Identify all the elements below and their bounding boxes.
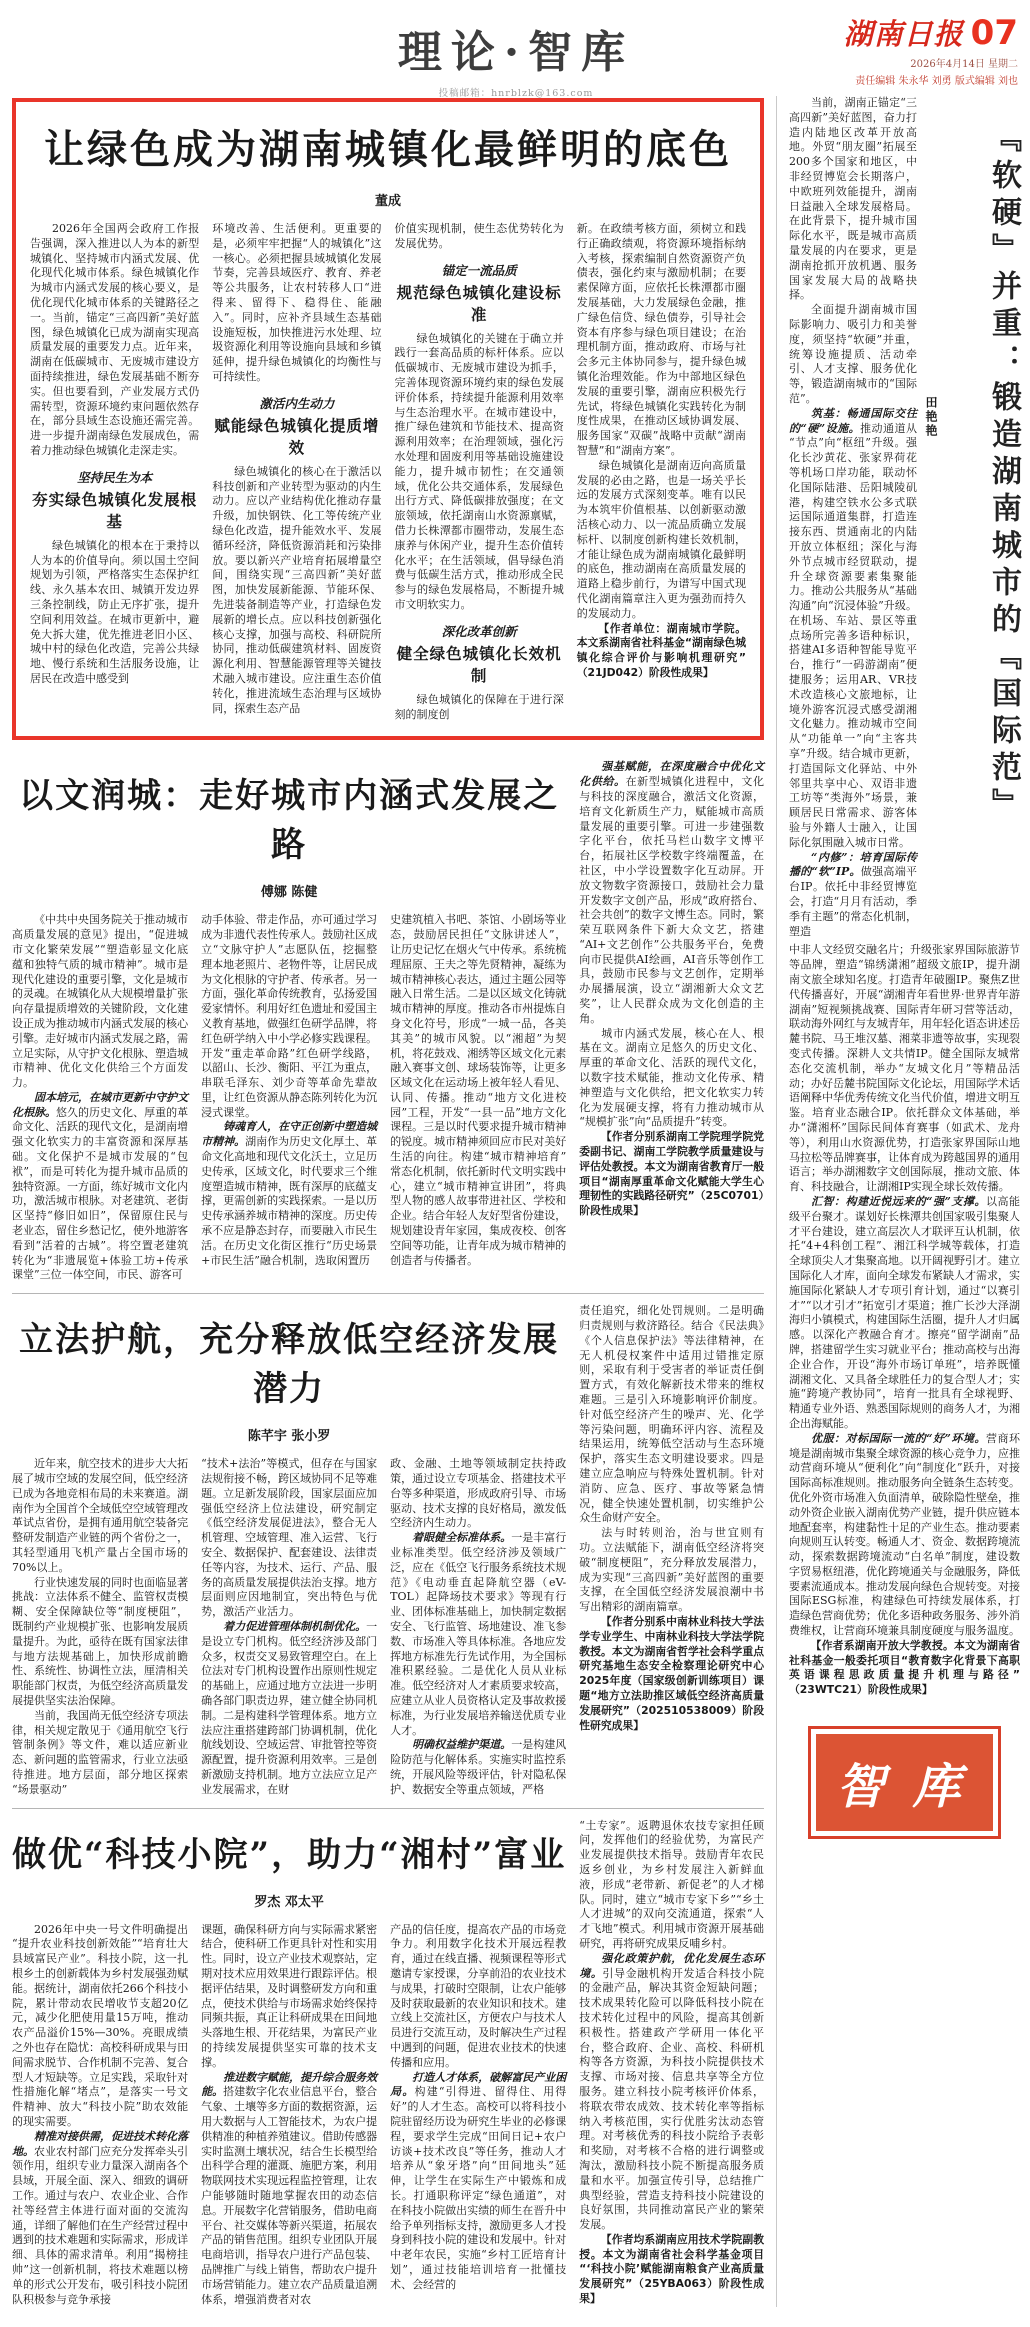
run-in-heading: 筑基：畅通国际交往的“硬”设施。 bbox=[789, 406, 917, 435]
paragraph: 行业快速发展的同时也面临显著挑战：立法体系不健全、监管权责模糊、安全保障缺位等“制度梗阻”，既制约产业规模扩张、也影响发展质量提升。为此，亟待在既有国家法律与地方法规基础上，加快形成前瞻性、系统性、协调性立法，厘清相关职能部门权责，为低空经济高质量发展提供坚实法治保障。 bbox=[12, 1575, 189, 1707]
sidebar-narrow-column bbox=[789, 96, 917, 939]
paragraph: 强基赋能，在深度融合中优化文化供给。在新型城镇化进程中，文化与科技的深度融合，激活文化资源，培育文化新质生产力，赋能城市高质量发展的重要引擎。可进一步建强数字化平台，依托马栏山数字文博平台，拓展社区学校数字终端覆盖，在社区，中小学设置数字化互动屏。开放文物数字资源接口，鼓励社会力量开发数字文创产品，形成“政府搭台、社会共创”的数字文博生态。同时，繁荣互联网条件下新大众文艺，搭建“AI+文艺创作”公共服务平台，免费向市民提供AI绘画，AI音乐等创作工具，鼓励市民参与文艺创作，定期举办展播展演，设立“湖湘新大众文艺奖”，让人民群众成为文化创造的主角。 bbox=[579, 760, 765, 1025]
thinktank-stamp-text: 智库 bbox=[816, 1734, 992, 1831]
run-in-heading: 固本培元，在城市更新中守护文化根脉。 bbox=[12, 1090, 189, 1119]
paragraph: 着力促进管理体制机制优化。一是设立专门机构。低空经济涉及部门众多，权责交叉易致管理空白。在上位法对专门机构设置作出原则性规定的基础上，应通过地方立法进一步明确各部门职责边界，建立健全协同机制。二是构建科学管理体系。地方立法应注重搭建跨部门协调机制，优化航线划设、空域运营、审批管控等资源配置，提升资源利用效率。三是创新激励支持机制。地方立法应立足产业发展需求，在财 bbox=[201, 1620, 378, 1796]
article-authors: 罗杰 邓太平 bbox=[254, 1894, 324, 1910]
run-in-heading: 推进数字赋能，提升综合服务效能。 bbox=[201, 2070, 378, 2099]
article-column bbox=[12, 913, 188, 1283]
article-side-column bbox=[579, 760, 764, 1283]
page-number: 07 bbox=[970, 13, 1018, 53]
run-in-heading: 着力促进管理体制机制优化。 bbox=[223, 1620, 367, 1634]
paragraph: 明确权益维护渠道。一是构建风险防范与化解体系。实施实时监控系统，开展风险等级评估，针对隐私保护、数据安全等重点领域，严格 bbox=[390, 1738, 567, 1796]
sidebar-article-title: 『软硬』并重：锻造湖南城市的『国际范』 bbox=[986, 122, 1021, 825]
article-column bbox=[201, 1923, 377, 2308]
article-column bbox=[201, 913, 377, 1283]
author-attribution: 【作者分别系湖南工学院理学院党委副书记、湖南工学院教学质量建设与评估处教授。本文为湖南省教育厅一般项目“湖南厚重革命文化赋能大学生心理韧性的实践路径研究”（25C0701）阶段性成果】 bbox=[579, 1130, 764, 1218]
paragraph: 推进数字赋能，提升综合服务效能。搭建数字化农业信息平台，整合气象、土壤等多方面的数据资源，运用大数据与人工智能技术，为农户提供精准的种植养殖建议。借助传感器实时监测土壤状况，结合生长模型给出科学合理的灌溉、施肥方案，利用物联网技术实现远程监控管理，让农户能够随时随地掌握农田的动态信息。开展数字化营销服务，借助电商平台、社交媒体等新兴渠道，拓展农产品的销售范围。组织专业团队开展电商培训，指导农户进行产品包装、品牌推广与线上销售，帮助农户提升市场营销能力。建立农产品质量追溯体系，增强消费者对农 bbox=[201, 2070, 378, 2306]
run-in-heading: “内修”：培育国际传播的“软”IP。 bbox=[789, 850, 917, 879]
subheading: 激活内生动力 bbox=[259, 395, 335, 411]
run-in-heading: 汇智：构建近悦远来的“强”支撑。 bbox=[811, 1194, 986, 1208]
paragraph: 绿色城镇化的根本在于秉持以人为本的价值导向。须以国土空间规划为引领，严格落实生态保护红线、永久基本农田、城镇开发边界三条控制线，防止无序扩张，提升空间利用效益。在城市更新中，避免大拆大建，优先推进老旧小区、城中村的绿色化改造，完善公共绿地、慢行系统和生活服务设施，让居民在改造中感受到 bbox=[30, 538, 200, 685]
paragraph: 精准对接供需，促进技术转化落地。农业农村部门应充分发挥牵头引领作用，组织专业力量深入湖南各个县域，开展全面、深入、细致的调研工作。通过与农户、农业企业、合作社等经营主体进行面对面的交流沟通，详细了解他们在生产经营过程中遇到的技术难题和实际需求，形成详细、具体的需求清单。利用“揭榜挂帅”这一创新机制，将技术难题以榜单的形式公开发布，吸引科技小院团队积极参与竞争承接 bbox=[12, 2129, 189, 2306]
article-main bbox=[12, 1819, 566, 2308]
author-attribution: 【作者单位：湖南城市学院。本文系湖南省社科基金“湖南绿色城镇化综合评价与影响机理研究”（21JD042）阶段性成果】 bbox=[576, 621, 746, 679]
paragraph: 2026年中央一号文件明确提出“提升农业科技创新效能”“培育壮大县域富民产业”。科技小院，这一扎根乡土的创新载体为乡村发展强劲赋能。据统计，湖南依托266个科技小院，累计带动农民增收节支超20亿元，减少化肥使用量15万吨，推动农产品溢价15%—30%。亮眼成绩之外也存在隐忧：高校科研成果与田间需求脱节、合作机制不完善、复合型人才短缺等。立足实践，采取针对性措施化解“堵点”，是落实一号文件精神、放大“科技小院”助农效能的现实需要。 bbox=[12, 1922, 189, 2128]
subheading: 夯实绿色城镇化发展根基 bbox=[32, 490, 198, 531]
run-in-heading: 精准对接供需，促进技术转化落地。 bbox=[12, 2129, 189, 2158]
page-header bbox=[12, 6, 1020, 99]
page-content bbox=[12, 96, 1020, 2307]
stamp-container bbox=[789, 1726, 1020, 1839]
paragraph: 着眼健全标准体系。一是丰富行业标准类型。低空经济涉及领域广泛，应在《低空飞行服务系统技术规范》《电动垂直起降航空器（eV-TOL）起降场技术要求》等现有行业、团体标准基础上，加快制定数据安全、飞行监管、场地建设、准飞参数、市场准入等具体标准。各地应发挥地方标准先行先试作用，为全国标准积累经验。二是优化人员从业标准。低空经济对人才素质要求较高，应建立从业人员资格认定及事故救援标准，为行业发展培养输送优质专业人才。 bbox=[390, 1531, 567, 1737]
paragraph: 政、金融、土地等领域制定扶持政策，通过设立专项基金、搭建技术平台等多种渠道，形成政府引导、市场驱动、技术支撑的良好格局，激发低空经济内生动力。 bbox=[390, 1457, 567, 1530]
subheading: 深化改革创新 bbox=[441, 623, 517, 639]
paragraph: 当前，我国尚无低空经济专项法律，相关规定散见于《通用航空飞行管制条例》等文件，难以适应新业态、新问题的监管需求，行业立法亟待推进。地方层面，部分地区探索“场景驱动” bbox=[12, 1708, 189, 1796]
article-column bbox=[395, 222, 564, 722]
paragraph: 绿色城镇化的核心在于激活以科技创新和产业转型为驱动的内生动力。应以产业结构优化推动存量升级，加快钢铁、化工等传统产业绿色化改造，提升能效水平、发展循环经济，降低资源消耗和污染排放。要以新兴产业培育拓展增量空间，围绕实现“三高四新”美好蓝图，加快发展新能源、节能环保、先进装备制造等产业，打造绿色发展新的增长点。应以科技创新强化核心支撑，加强与高校、科研院所协同，推动低碳建筑材料、固废资源化利用、智慧能源管理等关键技术融入城市建设。应注重生态价值转化，推进流域生态治理与区域协同，探索生态产品 bbox=[212, 464, 382, 715]
article-column bbox=[212, 222, 381, 722]
author-attribution: 【作者分别系中南林业科技大学法学专业学生、中南林业科技大学法学院教授。本文为湖南省哲学社会科学重点研究基地生态安全检察理论研究中心2025年度（国家级创新训练项目）课题“地方立法助推区域低空经济高质量发展研究”（202510538009）阶段性研究成果】 bbox=[579, 1614, 764, 1732]
paper-name: 湖南日报 bbox=[843, 17, 964, 51]
editors-line: 责任编辑 朱永华 刘勇 版式编辑 刘也 bbox=[855, 76, 1018, 87]
date-line: 2026年4月14日 星期二 bbox=[910, 59, 1018, 70]
main-column bbox=[12, 96, 764, 2307]
lead-article-title: 让绿色成为湖南城镇化最鲜明的底色 bbox=[44, 126, 732, 173]
paragraph: 课题，确保科研方向与实际需求紧密结合，使科研工作更具针对性和实用性。同时，设立产业技术观察站，定期对技术应用效果进行跟踪评估。根据评估结果，及时调整研发方向和重点，使技术供给与市场需求始终保持同频共振，真正让科研成果在田间地头落地生根、开花结果，为富民产业的持续发展提供坚实可靠的技术支撑。 bbox=[201, 1922, 378, 2069]
lead-article-body bbox=[30, 222, 746, 722]
article-column bbox=[390, 913, 566, 1283]
run-in-heading: 强基赋能，在深度融合中优化文化供给。 bbox=[579, 760, 764, 789]
run-in-heading: 强化政策护航，优化发展生态环境。 bbox=[579, 1951, 764, 1980]
paragraph: 绿色城镇化是湖南迈向高质量发展的必由之路，也是一场关乎长远的发展方式深刻变革。唯有以民为本筑牢价值根基、以创新驱动激活核心动力、以一流品质确立发展标杆、以制度创新构建长效机制，才能让绿色成为湖南城镇化最鲜明的底色，推动湖南在高质量发展的道路上稳步前行，为谱写中国式现代化湖南篇章注入更为强劲而持久的发展动力。 bbox=[576, 458, 746, 620]
subheading: 赋能绿色城镇化提质增效 bbox=[214, 416, 380, 457]
paragraph: 当前，湖南正锚定“三高四新”美好蓝图，奋力打造内陆地区改革开放高地。外贸“朋友圈”拓展至200多个国家和地区，中非经贸博览会长期落户，中欧班列效能提升，湖南日益融入全球发展格局。在此背景下，提升城市国际化水平，既是城市高质量发展的内在要求，更是湖南抢抓开放机遇、服务国家发展大局的战略抉择。 bbox=[789, 96, 917, 302]
article-column bbox=[577, 222, 746, 722]
paragraph: 《中共中央国务院关于推动城市高质量发展的意见》提出，“促进城市文化繁荣发展”“塑造彰显文化底蕴和独特气质的城市精神”。城市是现代化建设的重要引擎，文化是城市的灵魂。在城镇化从大规模增量扩张向存量提质增效的关键阶段，文化建设正成为推动城市内涵式发展的核心引擎。走好城市内涵式发展之路，需立足实际，从守护文化根脉、塑造城市精神、优化文化供给三个方面发力。 bbox=[12, 913, 189, 1090]
paragraph: 汇智：构建近悦远来的“强”支撑。以高能级平台聚才。谋划好长株潭共创国家吸引集聚人才平台建设，建立高层次人才联评互认机制，依托“4+4科创工程”、湘江科学城等载体，打造全球顶尖人才集聚高地。以开阔视野引才。建立国际化人才库，面向全球发布紧缺人才需求，实施国际化紧缺人才专项引育计划，通过“以赛引才”“以才引才”拓宽引才渠道；推广长沙大泽湖海归小镇模式，构建国际生活圈，提升人才归属感。以深化产教融合育才。擦亮“留学湖南”品牌，搭建留学生实习就业平台；推动高校与出海企业合作，开设“海外市场订单班”，培养既懂湖湘文化、又具备全球胜任力的复合型人才；实施“跨境产教协同”，培育一批具有全球视野、精通专业外语、熟悉国际规则的商务人才，为湘企出海赋能。 bbox=[789, 1194, 1021, 1430]
article-science-courtyard bbox=[12, 1808, 764, 2308]
paragraph: 史建筑植入书吧、茶馆、小剧场等业态，鼓励居民担任“文脉讲述人”，让历史记忆在烟火气中传承。系统梳理屈原、王夫之等先贤精神，凝练为城市精神核心表达，通过主题公园等融入日常生活。二是以区域文化铸就城市精神的厚度。推动各市州提炼自身文化符号，形成“一城一品，各美其美”的城市风貌。以“湘超”为契机，将花鼓戏、湘绣等区域文化元素融入赛事文创、球场装饰等，让更多区域文化在运动场上被年轻人看见、认同、传播。推动“地方文化进校园”工程，开发“一县一品”地方文化课程。三是以时代要求提升城市精神的锐度。城市精神须回应市民对美好生活的向往。构建“城市精神培育”常态化机制，依托新时代文明实践中心，建立“城市精神宣讲团”，将典型人物的感人故事带进社区、学校和企业。结合年轻人友好型省份建设，规划建设青年家园，集成夜校、创客空间等功能，让青年成为城市精神的创造者与传播者。 bbox=[390, 913, 567, 1267]
brand-line bbox=[788, 12, 1018, 53]
article-title: 做优“科技小院”，助力“湘村”富业 bbox=[12, 1834, 567, 1875]
paragraph: 环境改善、生活便利。更重要的是，必须牢牢把握“人的城镇化”这一核心。必须把握县域城镇化发展节奏，完善县域医疗、教育、养老等公共服务，让农村转移人口“进得来、留得下、稳得住、能融入”。同时，应补齐县域生态基础设施短板，加快推进污水处理、垃圾资源化利用等设施向县域和乡镇延伸，提升绿色城镇化的均衡性与可持续性。 bbox=[212, 222, 382, 383]
paragraph: 责任追究，细化处罚规则。二是明确归责规则与救济路径。结合《民法典》《个人信息保护法》等法律精神，在无人机侵权案件中适用过错推定原则，采取有利于受害者的举证责任倒置方式，有效化解新技术带来的维权难题。三是引入环境影响评价制度。针对低空经济产生的噪声、光、化学等污染问题，明确环评内容、流程及结果运用，统筹低空活动与生态环境保护，落实生态文明建设要求。四是建立应急响应与特殊处置机制。针对消防、应急、医疗、事故等紧急情况，健全快速处置机制，切实维护公众生命财产安全。 bbox=[579, 1304, 764, 1525]
run-in-heading: 明确权益维护渠道。 bbox=[412, 1738, 512, 1752]
paragraph: 城市内涵式发展，核心在人、根基在文。湖南立足悠久的历史文化、厚重的革命文化、活跃的现代文化，以数字技术赋能，推动文化传承、精神塑造与文化供给，把文化软实力转化为发展硬支撑，将有力推动城市从“规模扩张”向“品质提升”转变。 bbox=[579, 1026, 764, 1129]
paragraph: 动手体验、带走作品，亦可通过学习成为非遗代表性传承人。鼓励社区成立“文脉守护人”志愿队伍，挖掘整理本地老照片、老物件等，让居民成为文化根脉的守护者、传承者。另一方面，强化革命传统教育，弘扬爱国爱家情怀。利用好红色遗址和爱国主义教育基地，做强红色研学品牌，将红色研学纳入中小学必修实践课程。开发“重走革命路”红色研学线路，以韶山、长沙、衡阳、平江为重点，串联毛泽东、刘少奇等革命先辈故里，让红色资源从静态陈列转化为沉浸式课堂。 bbox=[201, 913, 378, 1119]
sidebar-article-international-city bbox=[776, 96, 1020, 2307]
article-green-urbanization bbox=[12, 98, 764, 740]
article-body bbox=[12, 1457, 566, 1797]
paragraph: 铸魂育人，在守正创新中塑造城市精神。湖南作为历史文化厚土、革命文化高地和现代文化沃土，立足历史传承，区域文化，时代要求三个维度塑造城市精神，既有深厚的底蕴支撑，更需创新的实践探索。一是以历史传承涵养城市精神的深度。历史传承不应是静态封存，而要融入市民生活。在历史文化街区推行“历史场景+市民生活”融合机制，选取闲置历 bbox=[201, 1120, 378, 1267]
subheading: 规范绿色城镇化建设标准 bbox=[396, 283, 562, 324]
article-authors: 傅娜 陈健 bbox=[260, 885, 318, 901]
author-attribution: 【作者均系湖南应用技术学院副教授。本文为湖南省社会科学基金项目“‘科技小院’赋能湖南粮食产业高质量发展研究”（25YBA063）阶段性成果】 bbox=[579, 2232, 764, 2306]
subheading: 坚持民生为本 bbox=[77, 469, 153, 485]
author-attribution: 【作者系湖南开放大学教授。本文为湖南省社科基金一般委托项目“教育数字化背景下高职英语课程思政质量提升机理与路径”（23WTC21）阶段性成果】 bbox=[789, 1638, 1020, 1697]
paragraph: 固本培元，在城市更新中守护文化根脉。悠久的历史文化、厚重的革命文化、活跃的现代文化，是湖南增强文化软实力的丰富资源和深厚基础。文化保护不是城市发展的“包袱”，而是可转化为提升城市品质的独特资源。一方面，练好城市文化内功，激活城市根脉。对老建筑、老街区坚持“修旧如旧”，保留原住民与老业态，留住乡愁记忆，使外地游客看到“活着的古城”。将空置老建筑转化为“非遗展览+体验工坊+传承课堂”三位一体空间，市民、游客可 bbox=[12, 1090, 189, 1282]
article-culture-city bbox=[12, 750, 764, 1283]
paragraph: 绿色城镇化的保障在于进行深刻的制度创 bbox=[394, 692, 564, 721]
paragraph: 全面提升湖南城市国际影响力、吸引力和美誉度，须坚持“软硬”并重，统筹设施提质、活动牵引、人才支撑、服务优化等，锻造湖南城市的“国际范”。 bbox=[789, 303, 917, 405]
subheading: 锚定一流品质 bbox=[441, 262, 517, 278]
paragraph: 2026年全国两会政府工作报告强调，深入推进以人为本的新型城镇化、坚持城市内涵式发展、优化现代化城市体系。绿色城镇化作为城市内涵式发展的核心要义，是优化现代化城市体系的关键路径之一。当前，锚定“三高四新”美好蓝图，绿色城镇化已成为湖南实现高质量发展的重要发力点。近年来，湖南在低碳城市、无废城市建设方面持续推进，绿色发展基础不断夯实。但也要看到，产业发展方式仍需转型，资源环境约束问题依然存在，部分县域生态设施还需完善。进一步提升湖南绿色发展成色，需着力推动绿色城镇化走深走实。 bbox=[30, 222, 200, 457]
article-side-column bbox=[579, 1819, 764, 2308]
paragraph: 筑基：畅通国际交往的“硬”设施。推动通道从“节点”向“枢纽”升级。强化长沙黄花、张家界荷花等机场口岸功能，联动怀化国际陆港、岳阳城陵矶港，构建空铁水公多式联运国际通道集群，打造连接东西、贯通南北的内陆开放立体枢纽；深化与海外节点城市经贸联动，提升全球资源要素集聚能力。推动公共服务从“基础沟通”向“沉浸体验”升级。在机场、车站、景区等重点场所完善多语种标识，搭建AI多语种智能导览平台，推行“一码游湖南”便捷服务；运用AR、VR技术改造核心文旅地标，让境外游客沉浸式感受湖湘文化魅力。推动城市空间从“功能单一”向“主客共享”升级。结合城市更新，打造国际文化驿站、中外邻里共享中心、双语非遗工坊等“类海外”场景，兼顾居民日常需求、游客体验与外籍人士融入，让国际化氛围融入城市日常。 bbox=[789, 406, 918, 849]
lead-article-author: 董成 bbox=[374, 194, 401, 209]
paragraph: “内修”：培育国际传播的“软”IP。做强高端平台IP。依托中非经贸博览会，打造“月月有活动，季季有主题”的常态化机制，塑造 bbox=[789, 850, 917, 938]
run-in-heading: 着眼健全标准体系。 bbox=[412, 1531, 512, 1545]
paragraph: “技术+法治”等模式，但存在与国家法规衔接不畅，跨区域协同不足等难题。立足新发展阶段，国家层面应加强低空经济上位法建设，研究制定《低空经济发展促进法》，整合无人机管理、空域管理、准入运营、飞行安全、数据保护、配套建设、法律责任等内容，为技术、运行、产品、服务的高质量发展提供法治支撑。地方层面则应因地制宜，突出特色与优势，激活产业活力。 bbox=[201, 1457, 378, 1619]
thinktank-stamp bbox=[808, 1726, 1000, 1839]
section-title: 理论·智库 bbox=[397, 27, 635, 78]
subheading: 健全绿色城镇化长效机制 bbox=[396, 644, 562, 685]
article-column bbox=[12, 1457, 188, 1797]
paragraph: 新。在政绩考核方面，须树立和践行正确政绩观，将资源环境指标纳入考核，探索编制自然资源资产负债表，强化约束与激励机制；在要素保障方面，应依托长株潭都市圈发展基础，大力发展绿色金融，推广绿色信贷、绿色债券，引导社会资本有序参与绿色项目建设；在治理机制方面，推动政府、市场与社会多元主体协同参与，提升绿色城镇化治理效能。作为中部地区绿色发展的重要引擎，湖南应积极先行先试，将绿色城镇化实践转化为制度性成果，在推动区域协调发展、服务国家“双碳”战略中贡献“湖南智慧”和“湖南方案”。 bbox=[576, 222, 746, 457]
article-side-column bbox=[579, 1304, 764, 1797]
run-in-heading: 优服：对标国际一流的“好”环境。 bbox=[811, 1431, 986, 1445]
run-in-heading: 打造人才体系，破解富民产业困局。 bbox=[390, 2070, 567, 2099]
paragraph: 打造人才体系，破解富民产业困局。构建“引得进、留得住、用得好”的人才生态。高校可以将科技小院驻留经历设为研究生毕业的必修课程，要求学生完成“田间日记+农户访谈+技术改良”等任务，推动人才培养从“象牙塔”向“田间地头”延伸，让学生在实际生产中锻炼和成长。打通职称评定“绿色通道”，对在科技小院做出实绩的师生在晋升中给予单列指标支持，激励更多人才投身到科技小院的建设和发展中。针对中老年农民，实施“乡村工匠培育计划”，通过技能培训培育一批懂技术、会经营的 bbox=[390, 2070, 567, 2291]
paragraph: 价值实现机制，使生态优势转化为发展优势。 bbox=[394, 222, 564, 250]
paragraph: 强化政策护航，优化发展生态环境。引导金融机构开发适合科技小院的金融产品，解决其资金短缺问题；技术成果转化险可以降低科技小院在技术转化过程中的风险，提高其创新积极性。搭建政产学研用一体化平台，整合政府、企业、高校、科研机构等各方资源，为科技小院提供技术支撑、市场对接、信息共享等全方位服务。建立科技小院考核评价体系，将联农带农成效、技术转化率等指标纳入考核范围，实行优胜劣汰动态管理。对考核优秀的科技小院给予表彰和奖励，对考核不合格的进行调整或淘汰，激励科技小院不断提高服务质量和水平。加强宣传引导，总结推广典型经验，营造支持科技小院建设的良好氛围，共同推动富民产业的繁荣发展。 bbox=[579, 1951, 765, 2232]
article-main bbox=[12, 1304, 566, 1797]
paragraph: 优服：对标国际一流的“好”环境。营商环境是湖南城市集聚全球资源的核心竞争力，应推动营商环境从“便利化”向“制度化”跃升，对接国际高标准规则。推动服务向全链条生态转变。优化外资市场准入负面清单，破除隐性壁垒，推动外资企业嵌入湖南优势产业链，提升供应链本地配套率，构建黏性十足的产业生态。推动要素向规则互认转变。畅通人才、资金、数据跨境流动，探索数据跨境流动“白名单”制度，建设数字贸易枢纽港，优化跨境通关与金融服务，降低要素流通成本。推动发展向绿色合规转变。对接国际ESG标准，构建绿色可持续发展体系，打造绿色营商优势；优化多语种政务服务、涉外消费维权，让营商环境兼具制度硬度与服务温度。 bbox=[789, 1431, 1021, 1638]
article-body bbox=[12, 913, 566, 1283]
sidebar-wide-section bbox=[789, 943, 1020, 1698]
paragraph: 绿色城镇化的关键在于确立并践行一套高品质的标杆体系。应以低碳城市、无废城市建设为抓手，完善体现资源环境约束的绿色发展评价体系，持续提升能源利用效率与生态治理水平。在城市建设中，推广绿色建筑和节能技术、提高资源利用效率；在治理领域，强化污水处理和固废利用等基础设施建设能力，提升城市韧性；在交通领域，优化公共交通体系，发展绿色出行方式、降低碳排放强度；在文旅领域，依托湖南山水资源禀赋，借力长株潭都市圈带动，发展生态康养与休闲产业，提升生态价值转化水平；在生活领域，倡导绿色消费与低碳生活方式，推动形成全民参与的绿色发展格局，不断提升城市文明软实力。 bbox=[394, 331, 564, 611]
article-title: 以文润城：走好城市内涵式发展之路 bbox=[19, 776, 560, 866]
article-low-altitude-economy bbox=[12, 1293, 764, 1797]
article-column bbox=[30, 222, 199, 722]
paragraph: 中非人文经贸交融名片；升级张家界国际旅游节等品牌，塑造“锦绣潇湘”超级文旅IP，提升湖南文旅全球知名度。打造青年破圈IP。聚焦Z世代传播喜好，开展“湖湘青年看世界·世界青年游湖南”短视频挑战赛、国际青年研习营等活动，联动海外网红与友城青年，用年轻化语态讲述岳麓书院、马王堆汉墓、湘菜非遗等故事，实现裂变式传播。深耕人文共情IP。健全国际友城常态化交流机制，举办“友城文化月”等精品活动；办好岳麓书院国际文化论坛，用国际学术话语阐释中华优秀传统文化当代价值，增进文明互鉴。培育业态融合IP。依托群众文体基础，举办“潇湘杯”国际民间体育赛事（如武术、龙舟等），利用山水资源优势，打造张家界国际山地马拉松等品牌赛事，让体育成为跨越国界的通用语言；举办湖湘数字文创国际展，推动文旅、体育、科技融合，让湖湘IP实现全球长效传播。 bbox=[789, 943, 1020, 1194]
paragraph: “土专家”。返聘退休农技专家担任顾问，发挥他们的经验优势，为富民产业发展提供技术指导。鼓励青年农民返乡创业，为乡村发展注入新鲜血液，形成“老带新、新促老”的人才梯队。同时，建立“城市专家下乡”“乡土人才进城”的双向交流通道，探索“人才飞地”模式。利用城市资源开展基础研究，再将研究成果反哺乡村。 bbox=[579, 1818, 764, 1950]
article-column bbox=[390, 1457, 566, 1797]
sidebar-top-section bbox=[789, 96, 1020, 939]
sidebar-title-strip bbox=[917, 96, 1020, 939]
article-authors: 陈芊宇 张小罗 bbox=[247, 1429, 331, 1445]
paragraph: 产品的信任度，提高农产品的市场竞争力。利用数字化技术开展远程教育，通过在线直播、视频课程等形式邀请专家授课，分享前沿的农业技术与成果，打破时空限制，让农户能够及时获取最新的农业知识和技术。建立线上交流社区，方便农户与技术人员进行交流互动，及时解决生产过程中遇到的问题，促进农业技术的快速传播和应用。 bbox=[390, 1922, 567, 2069]
article-column bbox=[12, 1923, 188, 2308]
paragraph: 法与时转则治，治与世宜则有功。立法赋能下，湖南低空经济将突破“制度梗阻”，充分释放发展潜力，成为实现“三高四新”美好蓝图的重要支撑，在全国低空经济发展浪潮中书写出精彩的湖南篇章。 bbox=[579, 1526, 764, 1614]
masthead-brand bbox=[788, 12, 1018, 87]
article-column bbox=[390, 1923, 566, 2308]
article-body bbox=[12, 1923, 566, 2308]
sidebar-article-author: 田艳艳 bbox=[924, 396, 938, 438]
article-title: 立法护航，充分释放低空经济发展潜力 bbox=[19, 1320, 560, 1410]
paragraph: 近年来，航空技术的进步大大拓展了城市空域的发展空间，低空经济已成为各地竞相布局的未来赛道。湖南作为全国首个全域低空空域管理改革试点省份，是拥有通用航空装备完整研发制造产业链的两个省份之一，其轻型通用飞机产量占全国市场的70%以上。 bbox=[12, 1457, 189, 1574]
submission-email: 投稿邮箱：hnrblzk@163.com bbox=[438, 88, 594, 99]
article-column bbox=[201, 1457, 377, 1797]
article-main bbox=[12, 760, 566, 1283]
run-in-heading: 铸魂育人，在守正创新中塑造城市精神。 bbox=[201, 1120, 378, 1149]
